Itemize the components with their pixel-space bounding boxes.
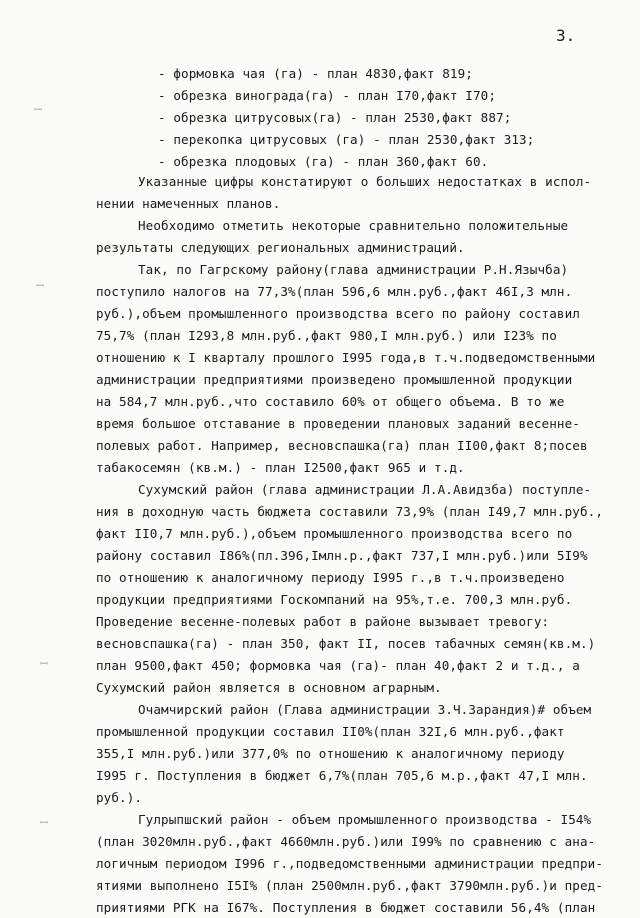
text-line: по отношению к аналогичному периоду I995 г.,в т.ч.произведено (96, 570, 565, 585)
text-line: Гулрыпшский район - объем промышленного производства - I54% (138, 812, 592, 827)
margin-mark: ꟷ (40, 818, 49, 829)
page-number: 3. (556, 26, 576, 45)
text-line: логичным периодом I996 г.,подведомственными администрации предпри- (96, 856, 604, 871)
text-line: отношению к I кварталу прошлого I995 года,в т.ч.подведомственными (96, 350, 596, 365)
margin-mark: ꟷ (36, 281, 45, 292)
margin-mark: ꟷ (34, 105, 43, 116)
text-line: Сухумский район является в основном аграрным. (96, 680, 442, 695)
text-line: руб.),объем промышленного производства всего по району составил (96, 306, 580, 321)
text-line: ния в доходную часть бюджета составили 73,9% (план I49,7 млн.руб., (96, 504, 604, 519)
text-line: администрации предприятиями произведено промышленной продукции (96, 372, 573, 387)
text-line: полевых работ. Например, весновспашка(га) план II00,факт 8;посев (96, 438, 588, 453)
list-item: - обрезка винограда(га) - план I70,факт I70; (158, 88, 497, 103)
text-line: Необходимо отметить некоторые сравнительно положительные (138, 218, 569, 233)
text-line: (план 3020млн.руб.,факт 4660млн.руб.)или I99% по сравнению с ана- (96, 834, 596, 849)
text-line: Очамчирский район (Глава администрации З.Ч.Зарандия)# объем (138, 702, 592, 717)
text-line: 75,7% (план I293,8 млн.руб.,факт 980,I млн.руб.) или I23% по (96, 328, 557, 343)
list-item: - обрезка плодовых (га) - план 360,факт 60. (158, 154, 489, 169)
text-line: ятиями выполнено I5I% (план 2500млн.руб.,факт 3790млн.руб.)и пред- (96, 878, 604, 893)
text-line: поступило налогов на 77,3%(план 596,6 млн.руб.,факт 46I,3 млн. (96, 284, 573, 299)
text-line: весновспашка(га) - план 350, факт II, посев табачных семян(кв.м.) (96, 636, 596, 651)
text-line: время большое отставание в проведении плановых заданий весенне- (96, 416, 580, 431)
text-line: продукции предприятиями Госкомпаний на 95%,т.е. 700,3 млн.руб. (96, 592, 573, 607)
text-line: факт II0,7 млн.руб.),объем промышленного производства всего по (96, 526, 573, 541)
text-line: Проведение весенне-полевых работ в районе вызывает тревогу: (96, 614, 550, 629)
text-line: промышленной продукции составил II0%(план 32I,6 млн.руб.,факт (96, 724, 565, 739)
text-line: нении намеченных планов. (96, 196, 281, 211)
text-line: руб.). (96, 790, 143, 805)
list-item: - формовка чая (га) - план 4830,факт 819; (158, 66, 473, 81)
text-line: Указанные цифры констатируют о больших недостатках в испол- (138, 174, 592, 189)
text-line: результаты следующих региональных администраций. (96, 240, 465, 255)
text-line: Так, по Гагрскому району(глава администрации Р.Н.Язычба) (138, 262, 569, 277)
text-line: району составил I86%(пл.396,Iмлн.р.,факт 737,I млн.руб.)или 5I9% (96, 548, 588, 563)
text-line: I995 г. Поступления в бюджет 6,7%(план 705,6 м.р.,факт 47,I млн. (96, 768, 588, 783)
text-line: на 584,7 млн.руб.,что составило 60% от общего объема. В то же (96, 394, 565, 409)
text-line: приятиями РГК на I67%. Поступления в бюджет составили 56,4% (план (96, 900, 596, 915)
text-line: табакосемян (кв.м.) - план I2500,факт 965 и т.д. (96, 460, 465, 475)
text-line: план 9500,факт 450; формовка чая (га)- план 40,факт 2 и т.д., а (96, 658, 580, 673)
list-item: - перекопка цитрусовых (га) - план 2530,факт 313; (158, 132, 535, 147)
margin-mark: ꟷ (40, 659, 49, 670)
text-line: 355,I млн.руб.)или 377,0% по отношению к аналогичному периоду (96, 746, 565, 761)
list-item: - обрезка цитрусовых(га) - план 2530,факт 887; (158, 110, 512, 125)
text-line: Сухумский район (глава администрации Л.А.Авидзба) поступле- (138, 482, 592, 497)
